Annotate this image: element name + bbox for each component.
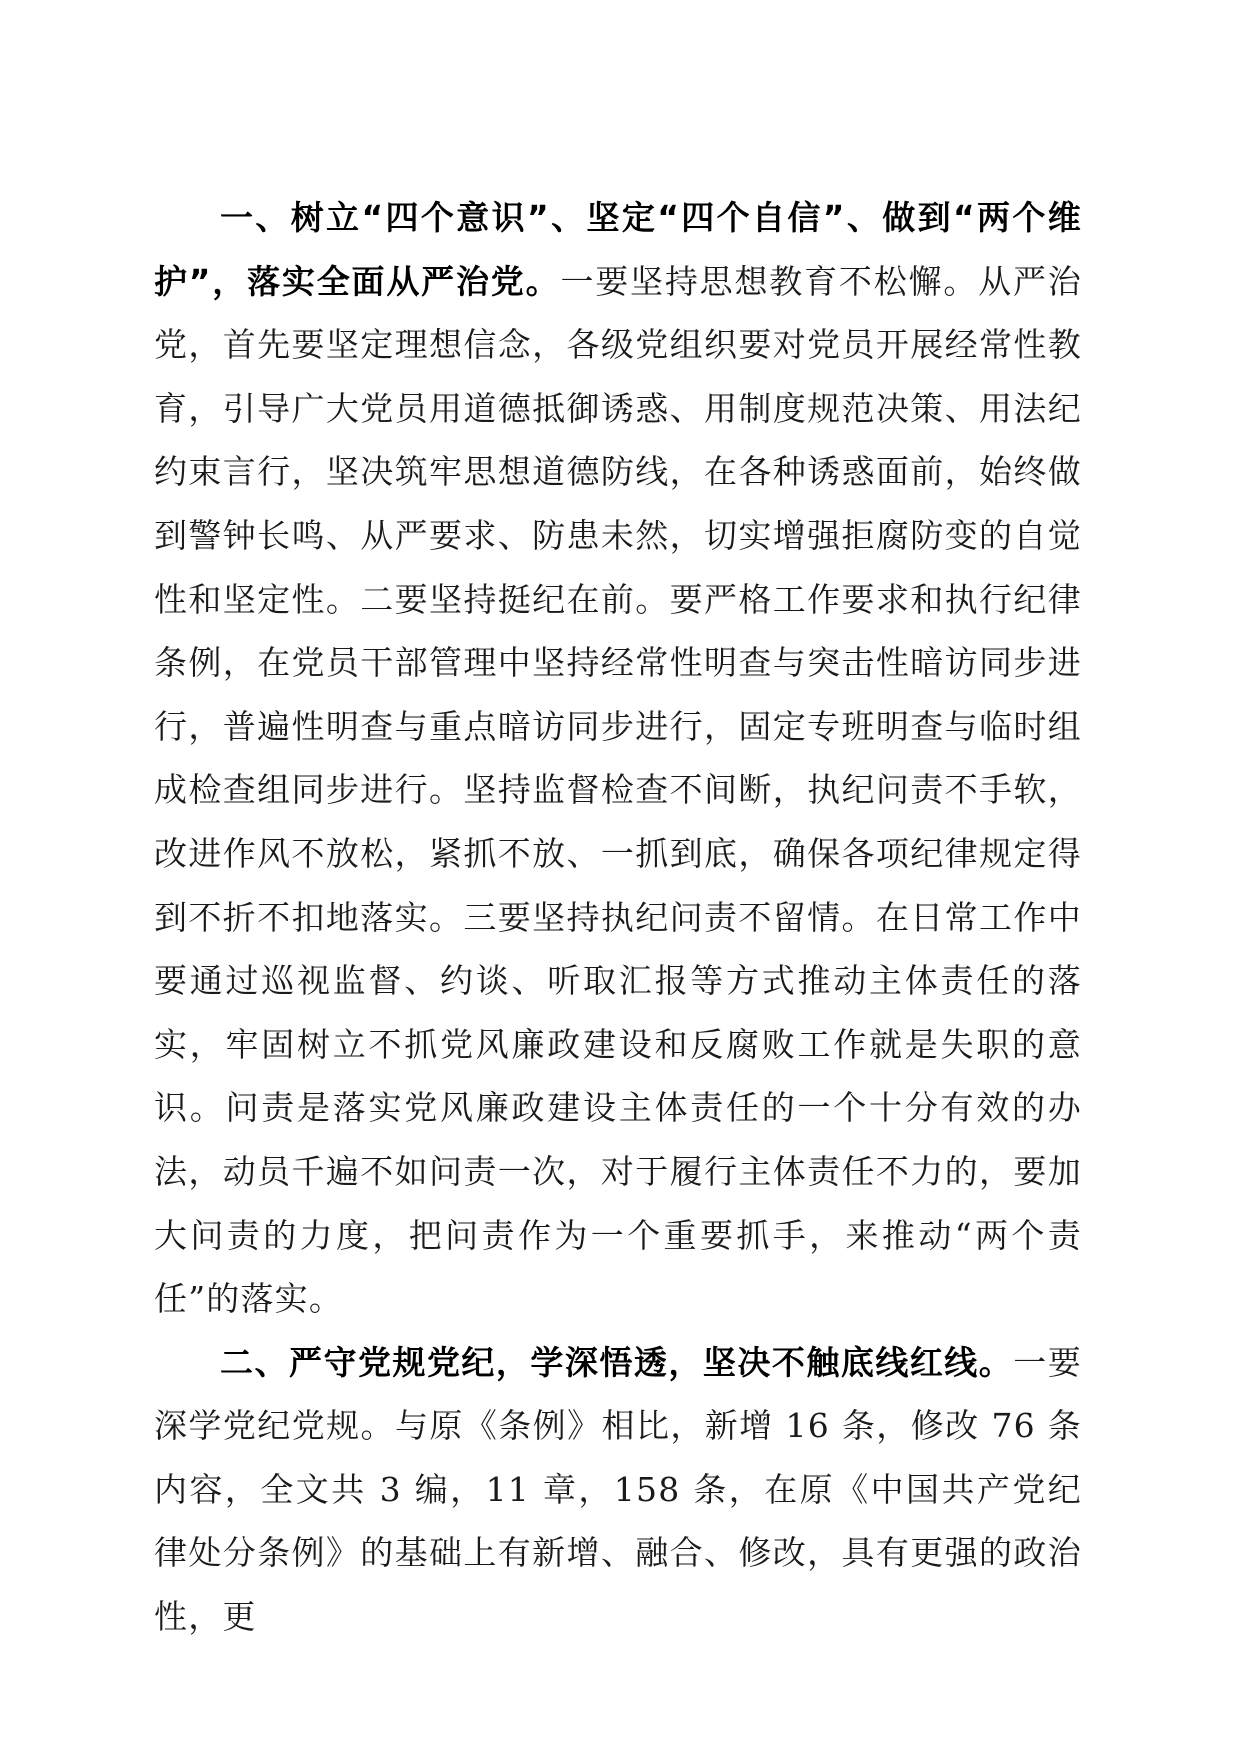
section-heading-1: 一、树立“四个意识”、坚定“四个自信”、做到“两个维护”，落实全面从严治党。 [154, 198, 1082, 301]
section-heading-2: 二、严守党规党纪，学深悟透，坚决不触底线红线。 [220, 1342, 1014, 1382]
paragraph-2 [154, 1331, 1082, 1649]
paragraph-1-text: 一要坚持思想教育不松懈。从严治党，首先要坚定理想信念，各级党组织要对党员开展经常性教育，引导广大党员用道德抵御诱惑、用制度规范决策、用法纪约束言行，坚决筑牢思想道德防线，在各种诱惑面前，始终做到警钟长鸣、从严要求、防患未然，切实增强拒腐防变的自觉性和坚定性。二要坚持挺纪在前。要严格工作要求和执行纪律条例，在党员干部管理中坚持经常性明查与突击性暗访同步进行，普遍性明查与重点暗访同步进行，固定专班明查与临时组成检查组同步进行。坚持监督检查不间断，执纪问责不手软，改进作风不放松，紧抓不放、一抓到底，确保各项纪律规定得到不折不扣地落实。三要坚持执纪问责不留情。在日常工作中要通过巡视监督、约谈、听取汇报等方式推动主体责任的落实，牢固树立不抓党风廉政建设和反腐败工作就是失职的意识。问责是落实党风廉政建设主体责任的一个十分有效的办法，动员千遍不如问责一次，对于履行主体责任不力的，要加大问责的力度，把问责作为一个重要抓手，来推动“两个责任”的落实。 [154, 261, 1083, 1319]
body-text [154, 186, 1082, 1649]
paragraph-2-text: 一要深学党纪党规。与原《条例》相比，新增 16 条，修改 76 条内容，全文共 3 编，11 章，158 条，在原《中国共产党纪律处分条例》的基础上有新增、融合、修改，具有更强的政治性，更 [154, 1342, 1082, 1637]
paragraph-1 [154, 186, 1082, 1331]
